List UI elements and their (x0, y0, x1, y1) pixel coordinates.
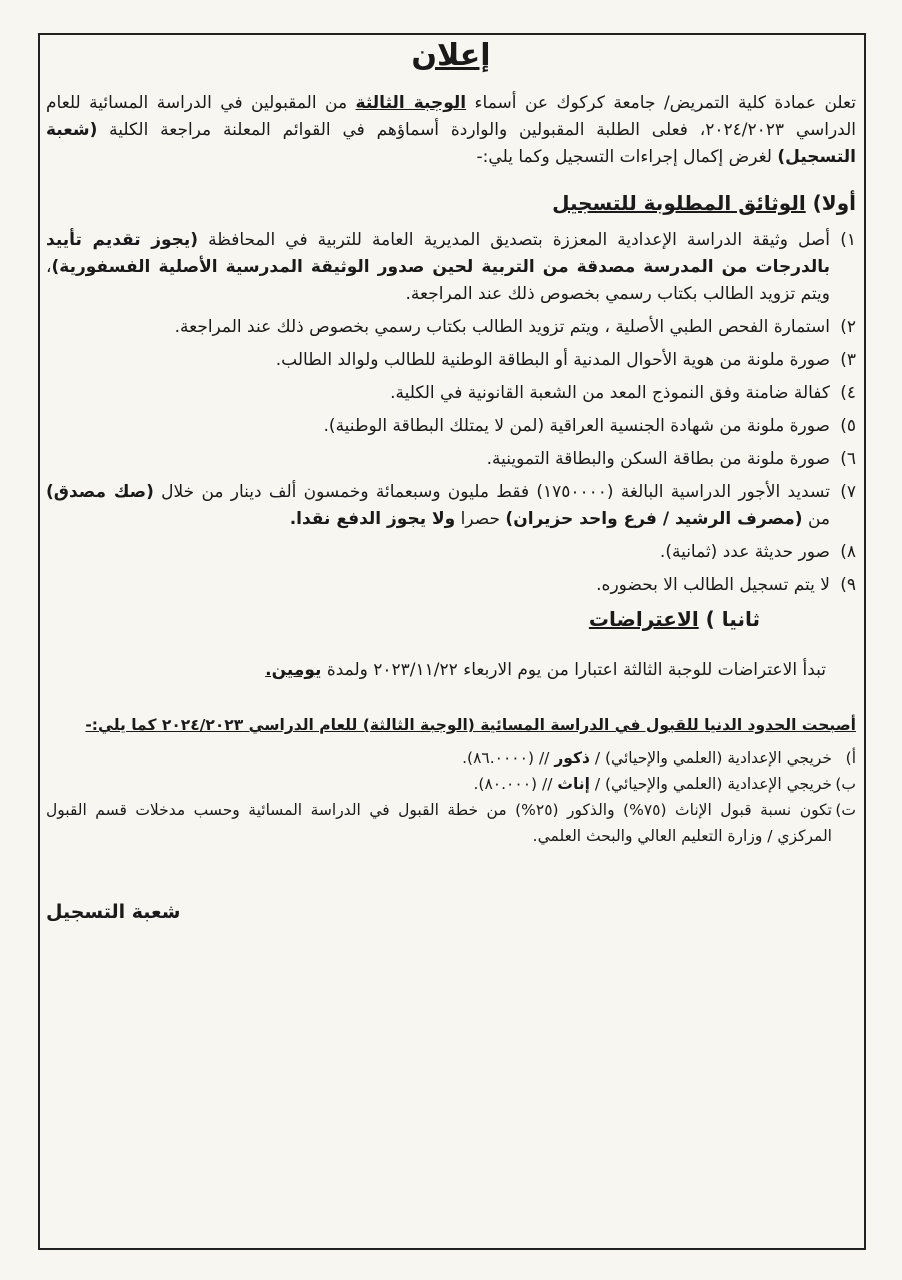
section2-heading (46, 605, 760, 633)
item-letter: أ) (845, 749, 856, 767)
item-text: صورة ملونة من شهادة الجنسية العراقية (لمن لا يمتلك البطاقة الوطنية). (323, 416, 830, 436)
item-text-bold: (يجوز تقديم تأييد بالدرجات من المدرسة مصدقة من التربية لحين صدور الوثيقة المدرسية الأصلية الفسفورية) (46, 230, 830, 277)
item-number: ٥) (840, 416, 856, 436)
item-text-cheque: (صك مصدق) (46, 482, 154, 502)
list-item (46, 745, 856, 771)
list-item (46, 479, 856, 533)
item-number: ٣) (840, 350, 856, 370)
item-text: استمارة الفحص الطبي الأصلية ، ويتم تزويد الطالب بكتاب رسمي بخصوص ذلك عند المراجعة. (174, 317, 830, 337)
objections-body: تبدأ الاعتراضات للوجبة الثالثة اعتبارا من يوم الاربعاء ٢٠٢٣/١١/٢٢ ولمدة (321, 660, 826, 680)
intro-registration: (شعبة التسجيل) (46, 120, 856, 167)
item-text: تكون نسبة قبول الإناث (٧٥%) والذكور (٢٥%) من خطة القبول في الدراسة المسائية وحسب مدخلات قسم القبول المركزي / وزارة التعليم العالي والبحث العلمي. (46, 801, 832, 845)
list-item (46, 446, 856, 473)
limits-list (46, 745, 856, 849)
objections-text (46, 657, 826, 684)
item-text-c: ، ويتم تزويد الطالب بكتاب رسمي بخصوص ذلك عند المراجعة. (46, 257, 830, 304)
list-item (46, 771, 856, 797)
item-text-gender: إناث (557, 775, 590, 793)
item-text (46, 771, 832, 797)
item-text-a: تسديد الأجور الدراسية البالغة (١٧٥٠٠٠٠) فقط مليون وسبعمائة وخمسون ألف دينار من خلال (153, 482, 830, 502)
intro-paragraph (46, 90, 856, 171)
item-number: ٤) (840, 383, 856, 403)
intro-batch: الوجبة الثالثة (355, 93, 467, 113)
list-item (46, 227, 856, 308)
intro-text-1: تعلن عمادة كلية التمريض/ جامعة كركوك عن أسماء (466, 93, 856, 113)
list-item (46, 797, 856, 849)
item-text-a: خريجي الإعدادية (العلمي والإحيائي) / (589, 775, 832, 793)
item-text-a: أصل وثيقة الدراسة الإعدادية المعززة بتصديق المديرية العامة للتربية في المحافظة (198, 230, 831, 250)
item-number: ١) (840, 230, 856, 250)
section1-title: الوثائق المطلوبة للتسجيل (552, 191, 806, 215)
item-text: صورة ملونة من هوية الأحوال المدنية أو البطاقة الوطنية للطالب ولوالد الطالب. (275, 350, 830, 370)
list-item (46, 413, 856, 440)
item-text (46, 479, 830, 533)
announcement-document (46, 36, 856, 1236)
item-number: ٦) (840, 449, 856, 469)
item-text-e: حصرا (455, 509, 506, 529)
item-number: ٩) (840, 575, 856, 595)
item-text: كفالة ضامنة وفق النموذج المعد من الشعبة القانونية في الكلية. (390, 383, 830, 403)
objections-duration: يومين. (265, 660, 322, 680)
item-text-gender: ذكور (554, 749, 590, 767)
list-item (46, 380, 856, 407)
item-number: ٨) (840, 542, 856, 562)
item-text-score: // (٨٦.٠٠٠٠). (462, 749, 555, 767)
item-text: لا يتم تسجيل الطالب الا بحضوره. (596, 575, 830, 595)
section2-title: الاعتراضات (588, 607, 699, 631)
section1-prefix: أولا) (805, 191, 856, 215)
list-item (46, 314, 856, 341)
item-text-score: // (٨٠.٠٠٠). (473, 775, 558, 793)
item-text (46, 227, 830, 308)
item-number: ٢) (840, 317, 856, 337)
item-letter: ب) (835, 775, 856, 793)
item-text: صورة ملونة من بطاقة السكن والبطاقة التموينية. (486, 449, 830, 469)
item-text: صور حديثة عدد (ثمانية). (659, 542, 830, 562)
section2-prefix: ثانيا ) (698, 607, 760, 631)
intro-text-3: لغرض إكمال إجراءات التسجيل وكما يلي:- (476, 147, 778, 167)
item-text-a: خريجي الإعدادية (العلمي والإحيائي) / (589, 749, 832, 767)
intro-text-2: من المقبولين في الدراسة المسائية للعام الدراسي ٢٠٢٤/٢٠٢٣، فعلى الطلبة المقبولين والواردة أسماؤهم في القوائم المعلنة مراجعة الكلية (46, 93, 857, 140)
limits-heading: أصبحت الحدود الدنيا للقبول في الدراسة المسائية (الوجبة الثالثة) للعام الدراسي ٢٠٢٤/٢٠٢٣ كما يلي:- (85, 716, 856, 734)
item-number: ٧) (840, 482, 856, 502)
signature: شعبة التسجيل (46, 901, 181, 923)
item-text-bank: (مصرف الرشيد / فرع واحد حزيران) (505, 509, 803, 529)
list-item (46, 347, 856, 374)
item-text-no-cash: ولا يجوز الدفع نقدا. (289, 509, 456, 529)
page-title: إعلان (411, 38, 491, 73)
section1-heading (46, 189, 856, 217)
documents-list (46, 227, 856, 599)
item-text (46, 745, 832, 771)
item-letter: ت) (835, 801, 856, 819)
item-text-c: من (802, 509, 830, 529)
list-item (46, 572, 856, 599)
list-item (46, 539, 856, 566)
